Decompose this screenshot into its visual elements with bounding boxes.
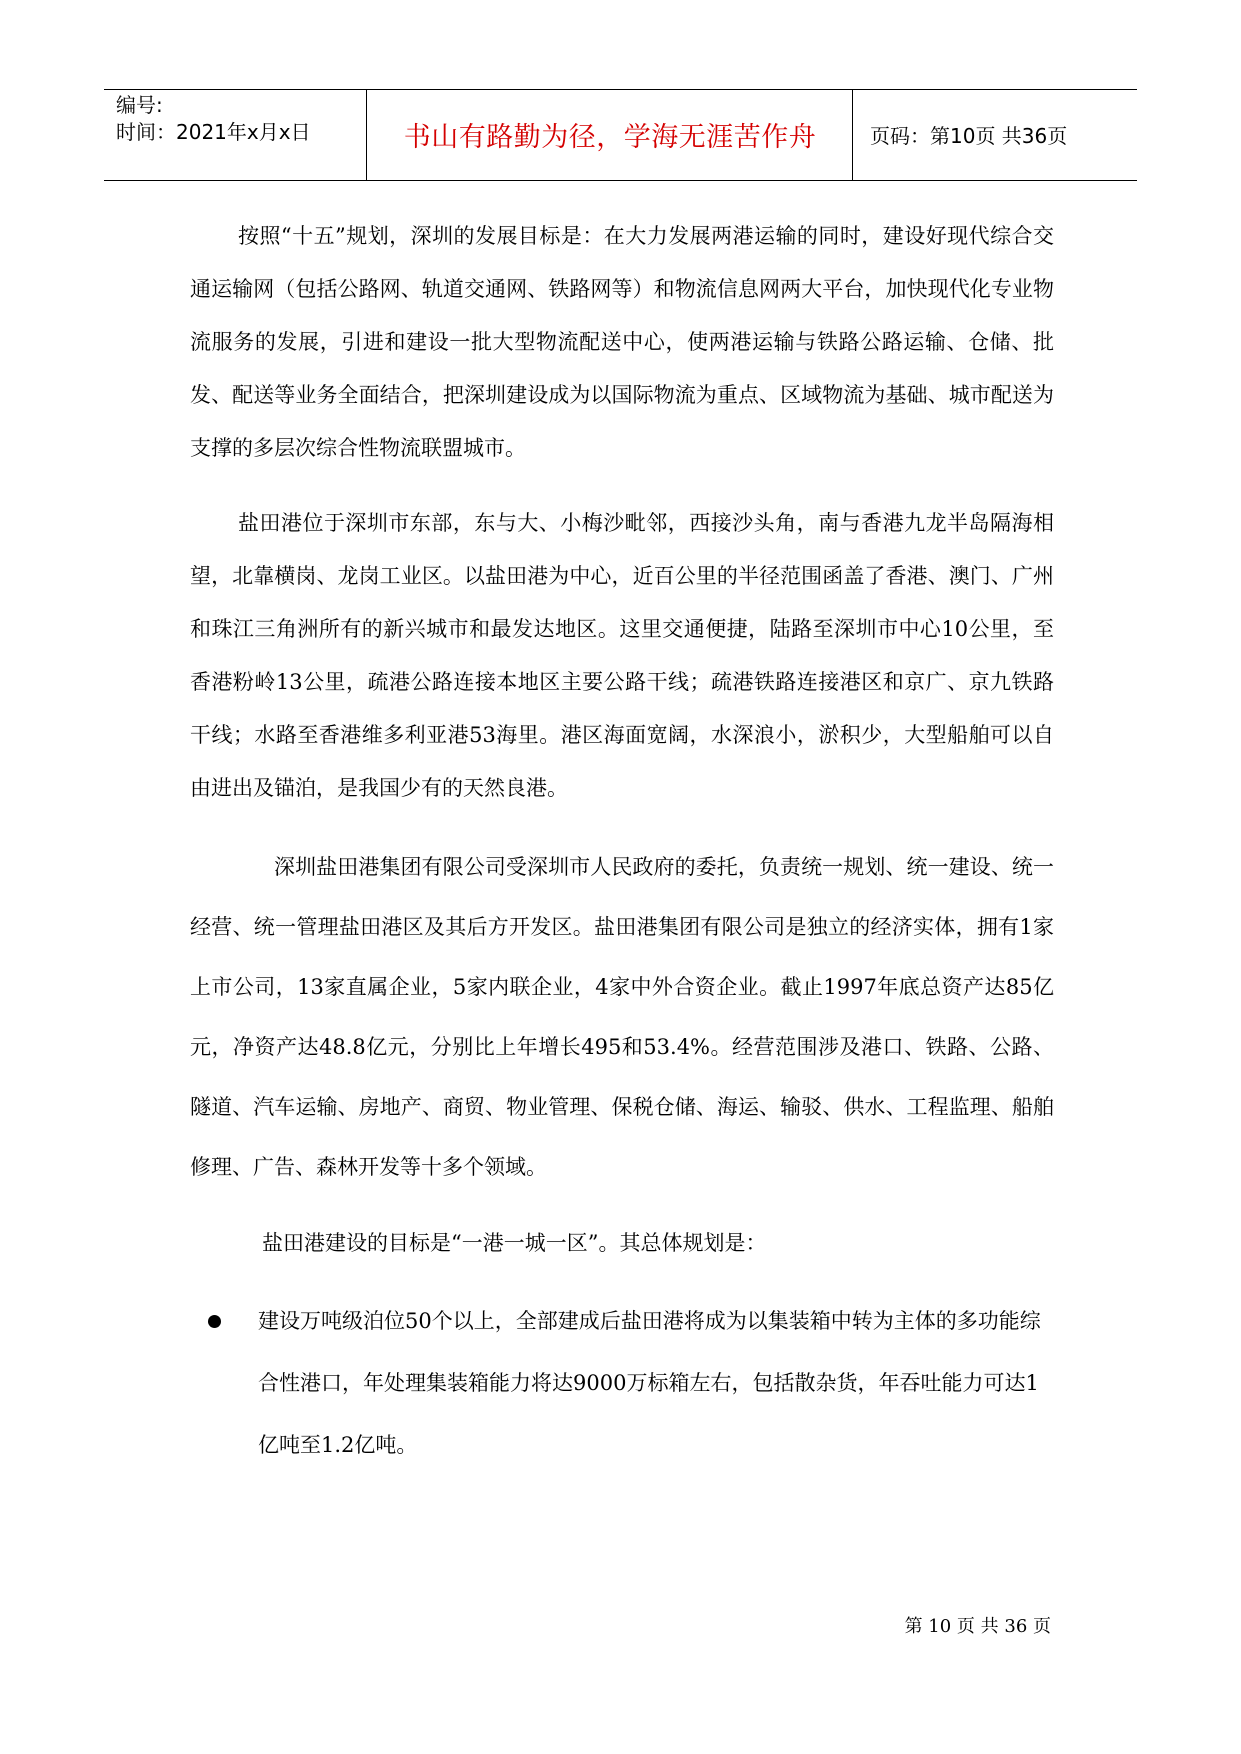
header-divider xyxy=(366,90,367,180)
page-header xyxy=(104,89,1137,181)
document-body xyxy=(190,210,1054,1476)
bullet-item xyxy=(178,1290,1054,1476)
paragraph: 深圳盐田港集团有限公司受深圳市人民政府的委托，负责统一规划、统一建设、统一经营、统一管理盐田港区及其后方开发区。盐田港集团有限公司是独立的经济实体，拥有1家上市公司，13家直属企业，5家内联企业，4家中外合资企业。截止1997年底总资产达85亿元，净资产达48.8亿元，分别比上年增长495和53.4%。经营范围涉及港口、铁路、公路、隧道、汽车运输、房地产、商贸、物业管理、保税仓储、海运、输驳、供水、工程监理、船舶修理、广告、森林开发等十多个领域。 xyxy=(190,855,1054,1179)
header-divider xyxy=(852,90,853,180)
header-motto: 书山有路勤为径，学海无涯苦作舟 xyxy=(403,122,817,153)
paragraph: 盐田港建设的目标是“一港一城一区”。其总体规划是： xyxy=(262,1231,767,1255)
paragraph: 盐田港位于深圳市东部，东与大、小梅沙毗邻，西接沙头角，南与香港九龙半岛隔海相望，北靠横岗、龙岗工业区。以盐田港为中心，近百公里的半径范围函盖了香港、澳门、广州和珠江三角洲所有的新兴城市和最发达地区。这里交通便捷，陆路至深圳市中心10公里，至香港粉岭13公里，疏港公路连接本地区主要公路干线；疏港铁路连接港区和京广、京九铁路干线；水路至香港维多利亚港53海里。港区海面宽阔，水深浪小，淤积少，大型船舶可以自由进出及锚泊，是我国少有的天然良港。 xyxy=(190,511,1054,800)
bullet-dot-icon xyxy=(208,1315,221,1328)
document-number-label: 编号: xyxy=(116,93,163,117)
document-time-label: 时间：2021年x月x日 xyxy=(116,120,311,144)
bullet-text: 建设万吨级泊位50个以上，全部建成后盐田港将成为以集装箱中转为主体的多功能综合性港口，年处理集装箱能力将达9000万标箱左右，包括散杂货，年吞吐能力可达1亿吨至1.2亿吨。 xyxy=(258,1309,1041,1457)
header-meta xyxy=(116,92,361,146)
header-page-number: 页码：第10页 共36页 xyxy=(870,124,1068,148)
paragraph: 按照“十五”规划，深圳的发展目标是：在大力发展两港运输的同时，建设好现代综合交通运输网（包括公路网、轨道交通网、铁路网等）和物流信息网两大平台，加快现代化专业物流服务的发展，引进和建设一批大型物流配送中心，使两港运输与铁路公路运输、仓储、批发、配送等业务全面结合，把深圳建设成为以国际物流为重点、区域物流为基础、城市配送为支撑的多层次综合性物流联盟城市。 xyxy=(190,224,1054,460)
page-footer: 第 10 页 共 36 页 xyxy=(904,1616,1051,1637)
